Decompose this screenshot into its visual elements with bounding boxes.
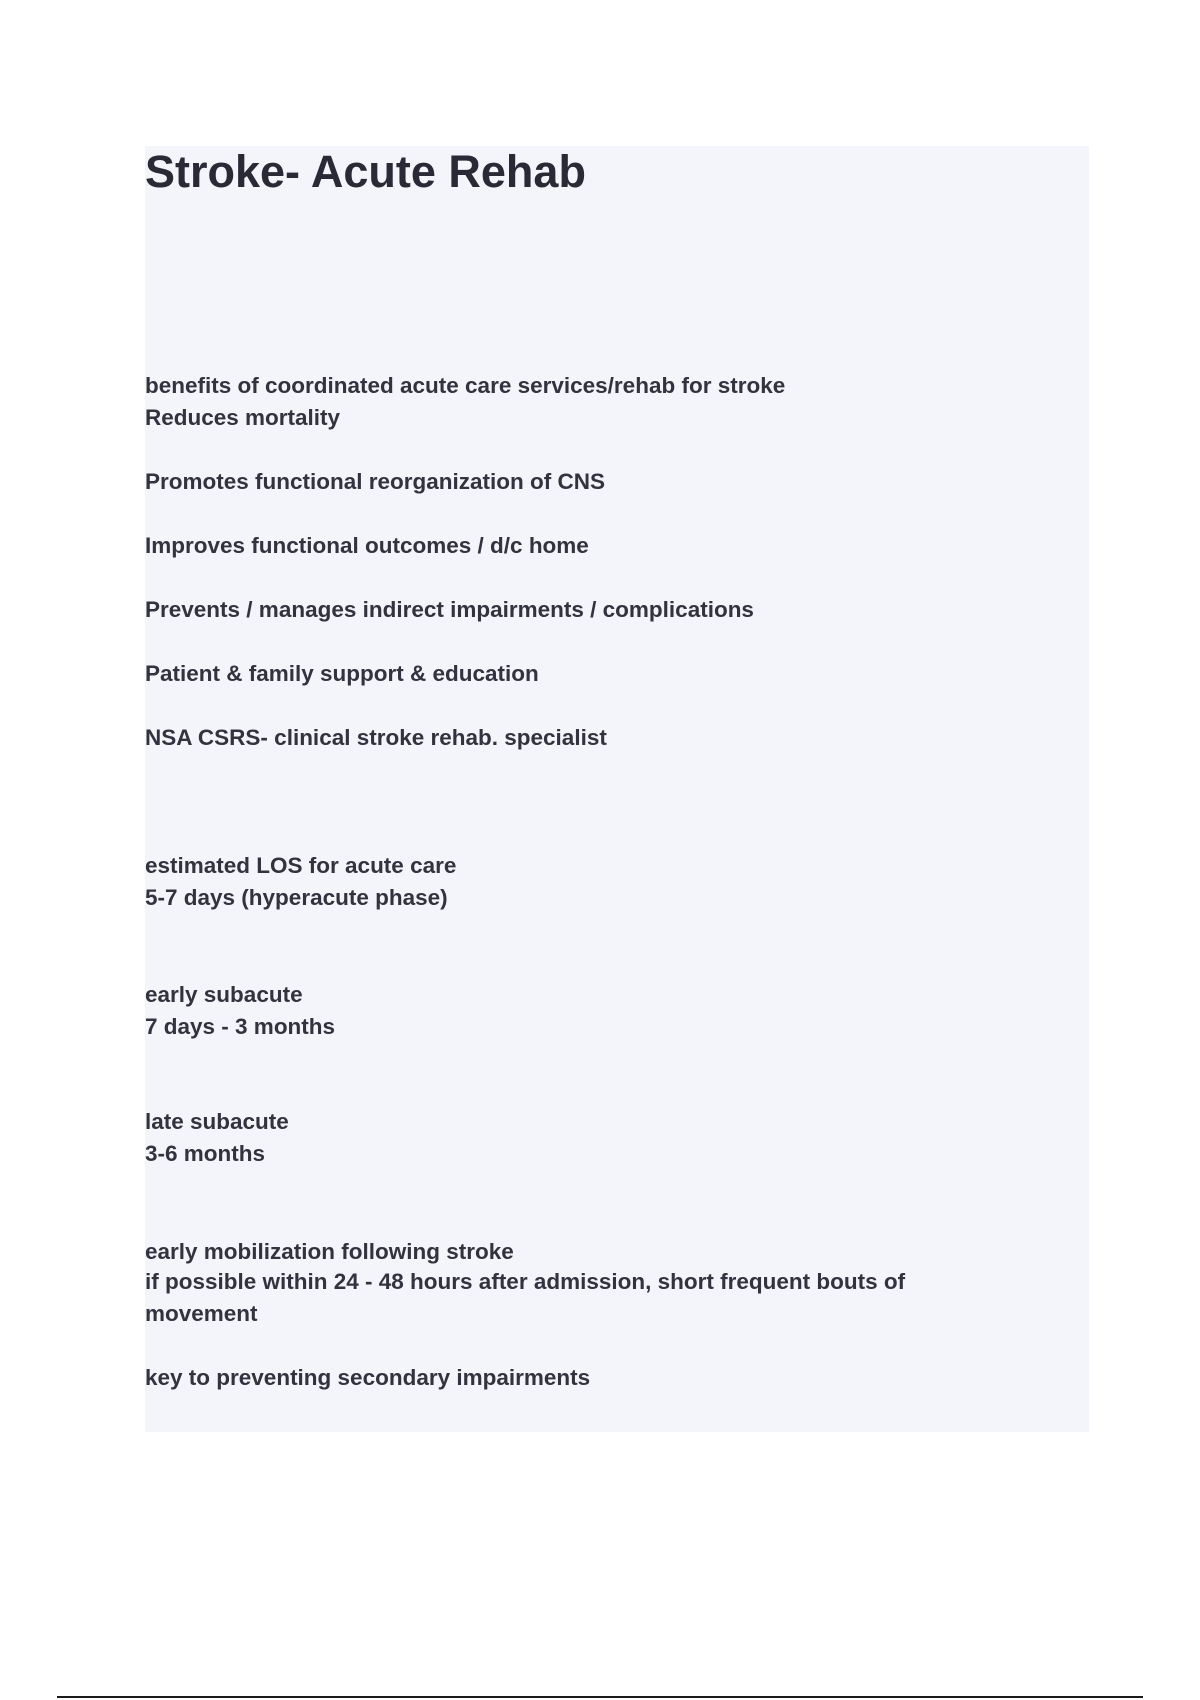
- card-definition-line: 5-7 days (hyperacute phase): [145, 885, 448, 910]
- card-definition-line: Reduces mortality: [145, 405, 341, 430]
- card-term: estimated LOS for acute care: [145, 853, 457, 878]
- card-definition-line: Improves functional outcomes / d/c home: [145, 533, 589, 558]
- card-definition-line: movement: [145, 1301, 258, 1326]
- card-term: late subacute: [145, 1109, 289, 1134]
- footer-divider: [57, 1696, 1143, 1698]
- card-definition-line: key to preventing secondary impairments: [145, 1365, 591, 1390]
- card-term: early mobilization following stroke: [145, 1239, 514, 1264]
- page-title: Stroke- Acute Rehab: [145, 146, 586, 197]
- card-definition-line: 7 days - 3 months: [145, 1014, 336, 1039]
- card-term: early subacute: [145, 982, 303, 1007]
- card-definition-line: if possible within 24 - 48 hours after admission, short frequent bouts of: [145, 1269, 906, 1294]
- card-definition-line: Patient & family support & education: [145, 661, 539, 686]
- card-definition-line: Promotes functional reorganization of CNS: [145, 469, 606, 494]
- card-definition-line: Prevents / manages indirect impairments / complications: [145, 597, 754, 622]
- card-term: benefits of coordinated acute care services/rehab for stroke: [145, 373, 786, 398]
- card-definition-line: NSA CSRS- clinical stroke rehab. specialist: [145, 725, 607, 750]
- card-definition-line: 3-6 months: [145, 1141, 266, 1166]
